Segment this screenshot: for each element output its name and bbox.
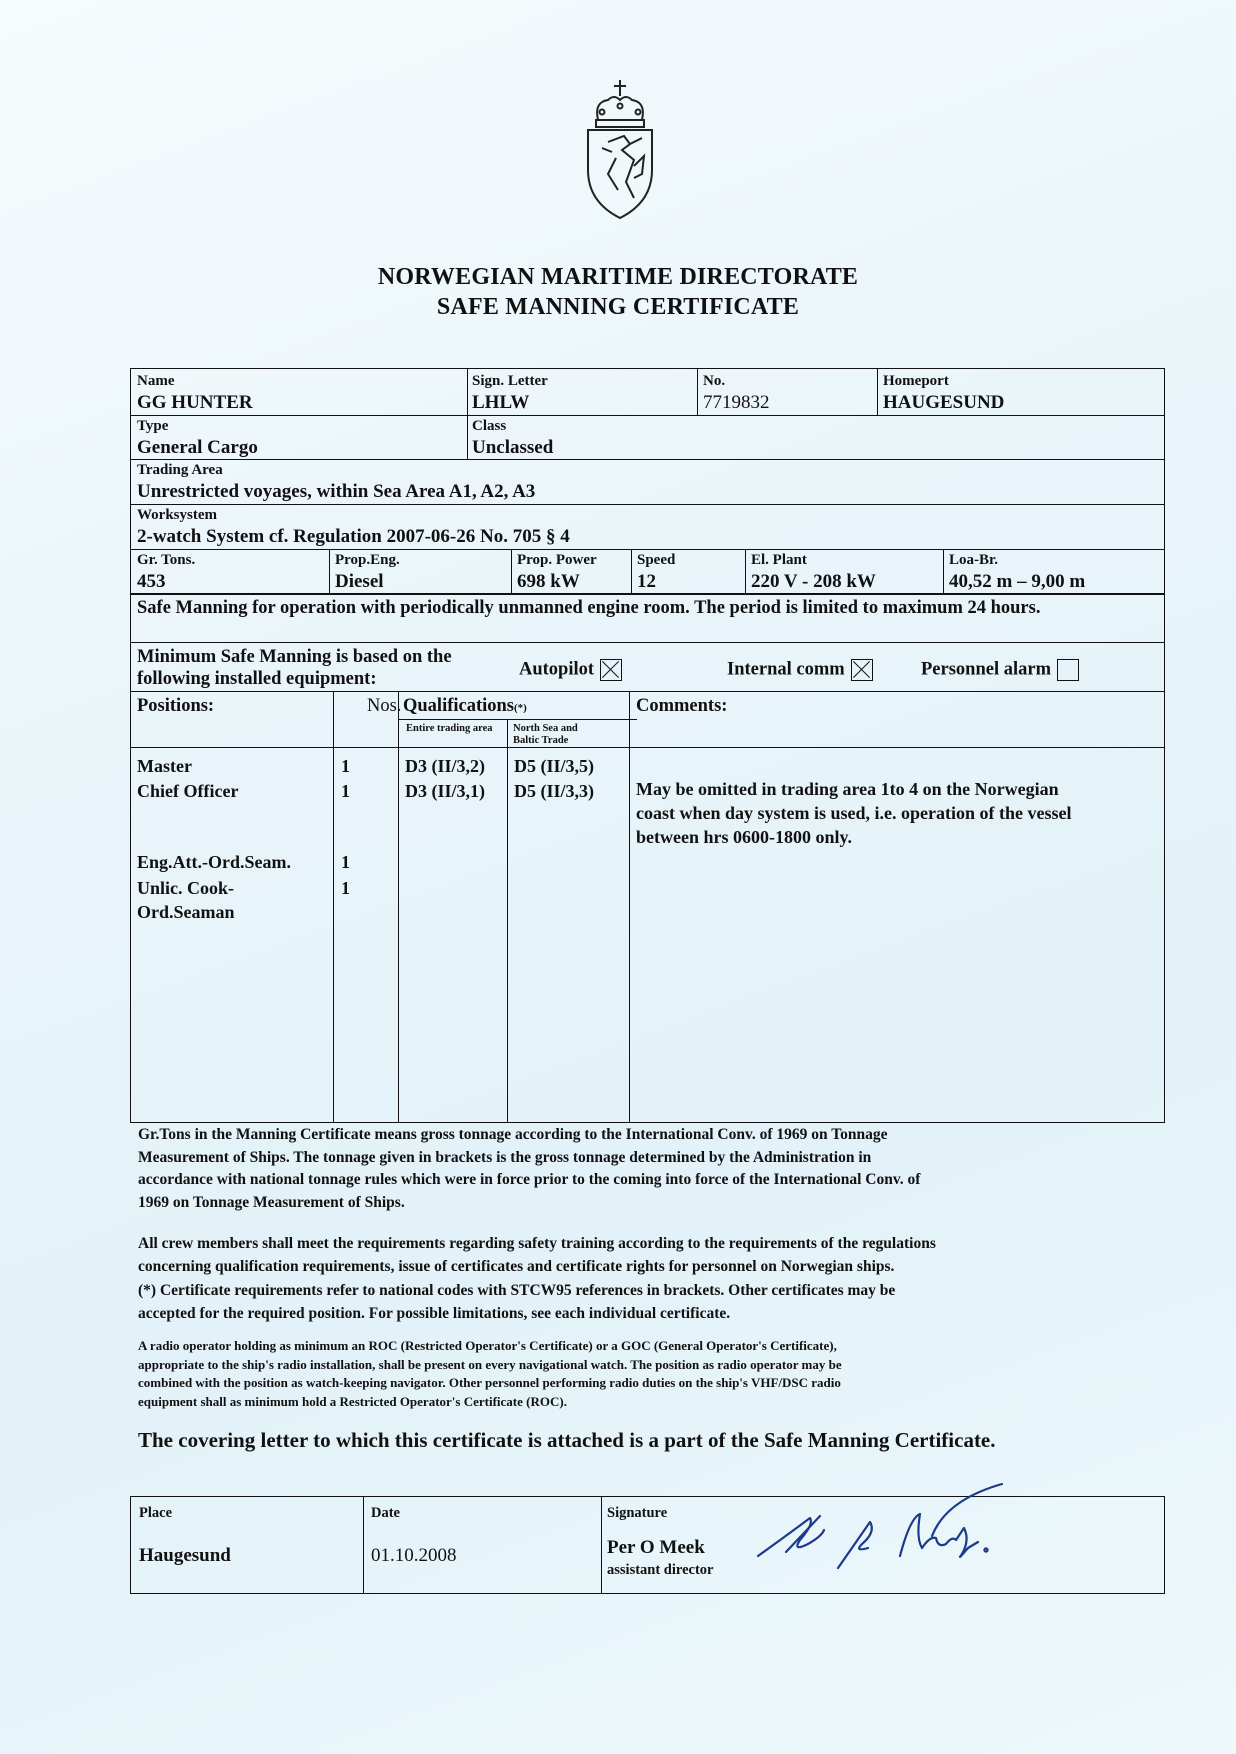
nos-master: 1: [341, 756, 350, 776]
position-master: Master: [137, 756, 192, 776]
prop-power: 698 kW: [517, 571, 580, 592]
positions-header: Positions:: [137, 696, 215, 716]
autopilot-check-icon: [600, 659, 622, 681]
nos-chief-officer: 1: [341, 781, 350, 801]
divider: [511, 549, 512, 593]
name-label: Name: [137, 373, 175, 389]
loa-br-label: Loa-Br.: [949, 552, 999, 568]
trading-area: Unrestricted voyages, within Sea Area A1, A2, A3: [137, 481, 536, 502]
position-unlic-cook: Unlic. Cook-: [137, 878, 235, 898]
divider: [877, 369, 878, 415]
prop-power-label: Prop. Power: [517, 552, 597, 568]
divider: [398, 719, 637, 720]
comment-line2: coast when day system is used, i.e. operation of the vessel: [636, 803, 1072, 823]
speed: 12: [637, 571, 656, 592]
signatory-title: assistant director: [607, 1562, 714, 1578]
certificate-title: SAFE MANNING CERTIFICATE: [436, 294, 800, 320]
qual-sub-entire: Entire trading area: [406, 723, 493, 734]
divider: [329, 549, 330, 593]
imo-number-label: No.: [703, 373, 726, 389]
divider: [131, 415, 1164, 416]
qual-chief-officer-north-sea: D5 (II/3,3): [514, 781, 594, 801]
loa-br: 40,52 m – 9,00 m: [949, 571, 1086, 592]
sign-letter: LHLW: [472, 392, 530, 413]
el-plant-label: El. Plant: [751, 552, 807, 568]
divider: [131, 593, 1164, 595]
qual-master-north-sea: D5 (II/3,5): [514, 756, 594, 776]
divider: [631, 549, 632, 593]
internal-comm-check-icon: [851, 659, 873, 681]
divider: [131, 459, 1164, 460]
date-label: Date: [371, 1505, 400, 1521]
radio-operator-note: A radio operator holding as minimum an ROC (Restricted Operator's Certificate) or a GOC (General Operator's Certificate), appropriate to the ship's radio installation, shall be present on every navigational watch. The position as radio operator may be combined with the position as watch-keeping navigator. Other personnel performing radio duties on the ship's VHF/DSC radio equipment shall as minimum hold a Restricted Operator's Certificate (ROC).: [138, 1338, 842, 1409]
divider: [363, 1497, 364, 1593]
gross-tonnage-note: Gr.Tons in the Manning Certificate means gross tonnage according to the International Conv. of 1969 on Tonnage Measurement of Ships. The tonnage given in brackets is the gross tonnage determined by the Administration in accordance with national tonnage rules which were in force prior to the coming into force of the International Conv. of 1969 on Tonnage Measurement of Ships.: [138, 1126, 921, 1211]
qual-master-entire: D3 (II/3,2): [405, 756, 485, 776]
crew-training-note: All crew members shall meet the requirements regarding safety training according to the requirements of the regulations concerning qualification requirements, issue of certificates and certificate rights for personnel on Norwegian ships.: [138, 1235, 936, 1275]
certificate-requirements-note: (*) Certificate requirements refer to national codes with STCW95 references in brackets. Other certificates may be accepted for the required position. For possible limitations, see each individual certificate.: [138, 1282, 896, 1322]
divider: [467, 369, 468, 459]
divider: [601, 1497, 602, 1593]
gross-tons-label: Gr. Tons.: [137, 552, 196, 568]
divider: [745, 549, 746, 593]
divider: [333, 691, 334, 1122]
handwritten-signature: [750, 1478, 1050, 1588]
internal-comm-label: Internal comm: [727, 659, 845, 680]
divider: [697, 369, 698, 415]
comment-line1: May be omitted in trading area 1to 4 on the Norwegian: [636, 779, 1059, 799]
divider: [131, 504, 1164, 505]
internal-comm-checkbox: [727, 659, 873, 681]
personnel-alarm-checkbox: [921, 659, 1079, 681]
speed-label: Speed: [637, 552, 676, 568]
personnel-alarm-box-icon: [1057, 659, 1079, 681]
qualifications-header: Qualifications(*): [403, 696, 527, 716]
place: Haugesund: [139, 1545, 231, 1566]
qual-sub-north-sea-line2: Baltic Trade: [513, 735, 569, 746]
personnel-alarm-label: Personnel alarm: [921, 659, 1051, 680]
worksystem: 2-watch System cf. Regulation 2007-06-26 No. 705 § 4: [137, 526, 570, 547]
ship-type: General Cargo: [137, 437, 258, 458]
signatory-name: Per O Meek: [607, 1537, 705, 1558]
comments-header: Comments:: [636, 696, 728, 716]
certificate-table: [130, 368, 1165, 1123]
imo-number: 7719832: [703, 392, 770, 413]
homeport: HAUGESUND: [883, 392, 1005, 413]
date: 01.10.2008: [371, 1545, 457, 1566]
signature-label: Signature: [607, 1505, 668, 1521]
type-label: Type: [137, 418, 169, 434]
qual-chief-officer-entire: D3 (II/3,1): [405, 781, 485, 801]
divider: [131, 642, 1164, 643]
autopilot-label: Autopilot: [519, 659, 595, 680]
nos-eng-att: 1: [341, 852, 350, 872]
autopilot-checkbox: [519, 659, 622, 681]
position-ord-seaman: Ord.Seaman: [137, 902, 235, 922]
operation-note: Safe Manning for operation with periodically unmanned engine room. The period is limited to maximum 24 hours.: [137, 598, 1041, 618]
prop-eng-label: Prop.Eng.: [335, 552, 400, 568]
trading-area-label: Trading Area: [137, 462, 223, 478]
comment-line3: between hrs 0600-1800 only.: [636, 827, 852, 847]
covering-letter-statement: The covering letter to which this certificate is attached is a part of the Safe Manning Certificate.: [138, 1428, 996, 1452]
class-label: Class: [472, 418, 507, 434]
divider: [943, 549, 944, 593]
prop-eng: Diesel: [335, 571, 384, 592]
equipment-intro-line2: following installed equipment:: [137, 669, 377, 689]
position-eng-att: Eng.Att.-Ord.Seam.: [137, 852, 291, 872]
divider: [629, 691, 630, 1122]
directorate-title: NORWEGIAN MARITIME DIRECTORATE: [377, 264, 859, 290]
qual-sub-north-sea-line1: North Sea and: [513, 723, 578, 734]
nos-unlic-cook: 1: [341, 878, 350, 898]
divider: [131, 691, 1164, 692]
position-chief-officer: Chief Officer: [137, 781, 239, 801]
ship-class: Unclassed: [472, 437, 554, 458]
divider: [398, 691, 399, 1122]
divider: [131, 747, 1164, 748]
coat-of-arms-icon: [572, 78, 668, 220]
divider: [131, 549, 1164, 550]
nos-header: Nos.: [367, 696, 402, 716]
place-label: Place: [139, 1505, 173, 1521]
sign-letter-label: Sign. Letter: [472, 373, 548, 389]
divider: [507, 719, 508, 1122]
ship-name: GG HUNTER: [137, 392, 253, 413]
equipment-intro-line1: Minimum Safe Manning is based on the: [137, 647, 452, 667]
homeport-label: Homeport: [883, 373, 949, 389]
el-plant: 220 V - 208 kW: [751, 571, 876, 592]
gross-tons: 453: [137, 571, 166, 592]
worksystem-label: Worksystem: [137, 507, 217, 523]
